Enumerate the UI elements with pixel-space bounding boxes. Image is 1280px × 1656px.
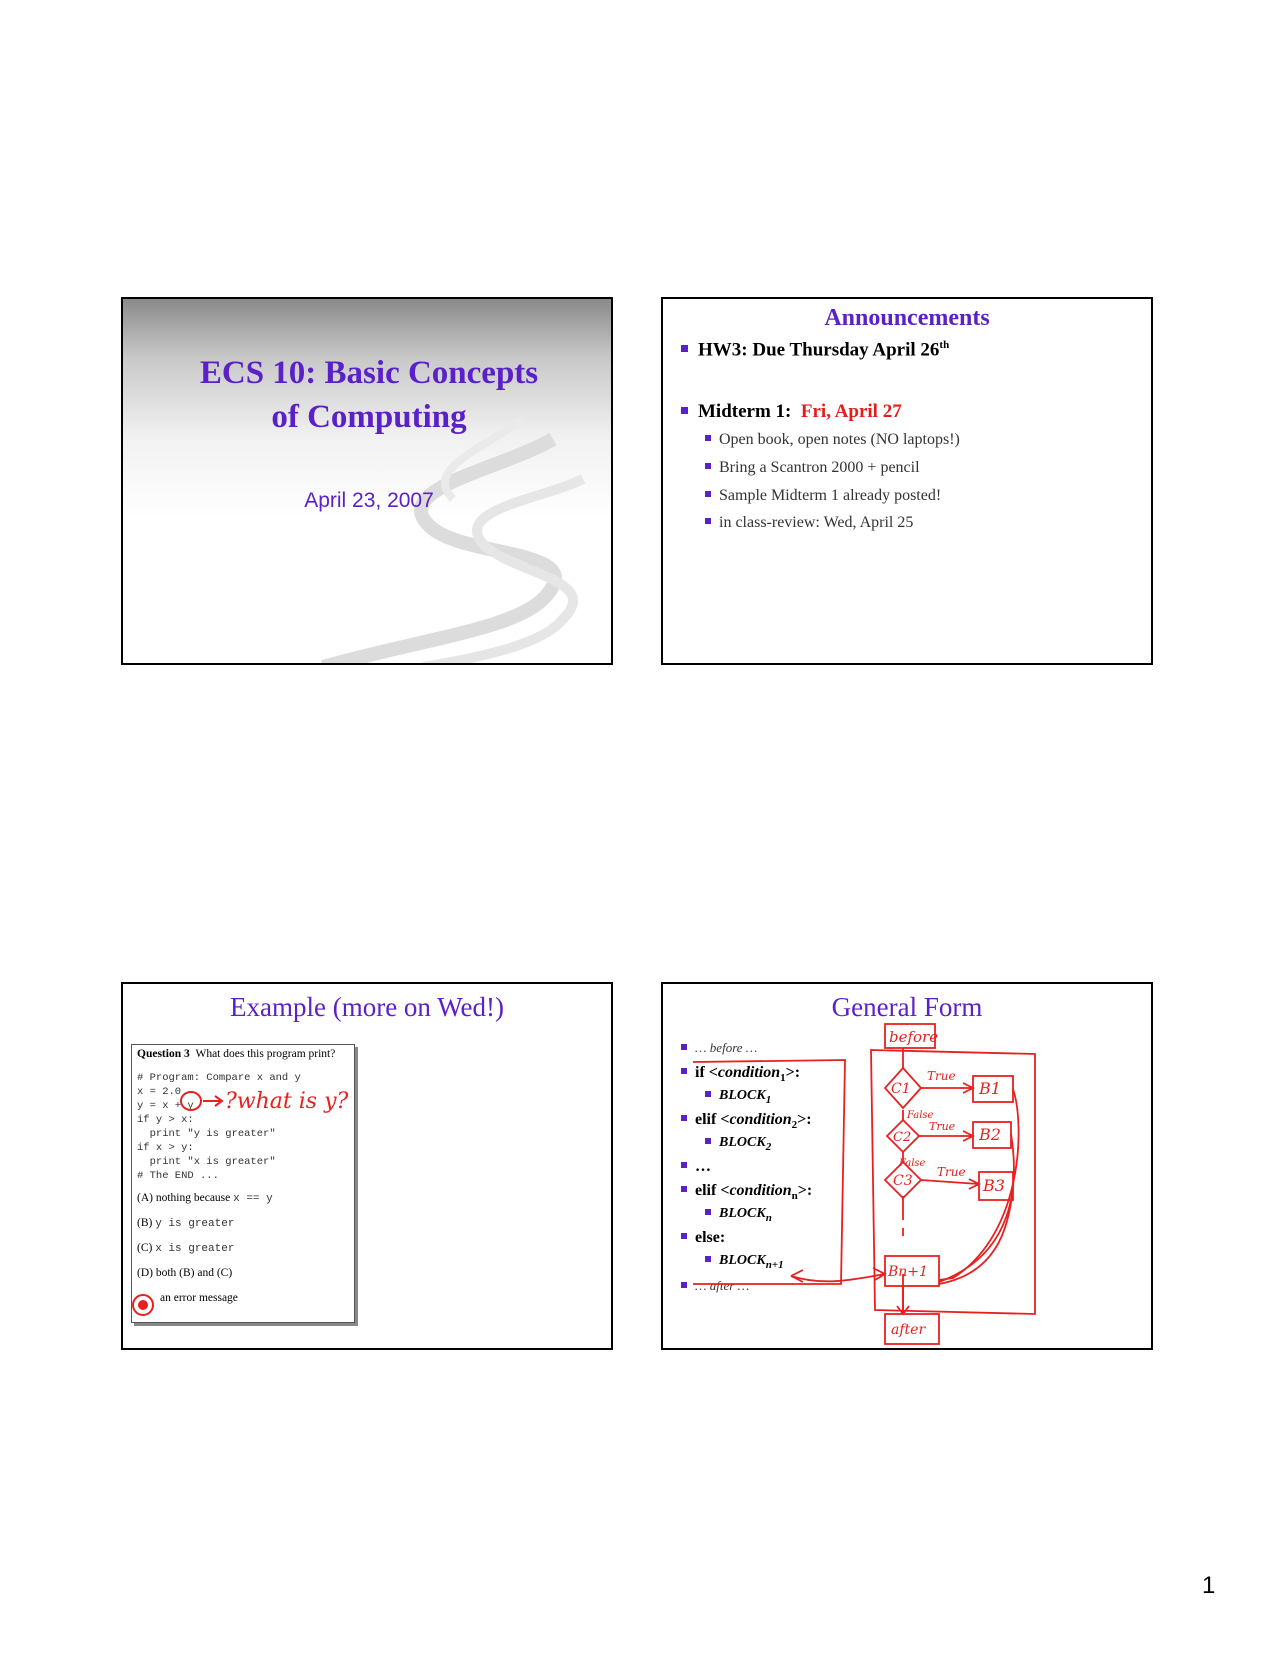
ink-label: B2	[979, 1125, 1001, 1144]
bullet-square-icon	[681, 345, 688, 352]
before-line: … before …	[681, 1040, 757, 1056]
option-e: an error message	[160, 1292, 238, 1304]
ink-label: False	[899, 1158, 926, 1169]
slide-heading: General Form	[831, 992, 983, 1022]
block-line: $BLOCK_{n+1}$	[705, 1253, 784, 1271]
presentation-title: ECS 10: Basic Concepts of Computing	[199, 355, 539, 435]
option-b: (B) y is greater	[137, 1217, 235, 1230]
code-listing: # Program: Compare x and y x = 2.0 y = x + y if y > x: print "y is greater" if x > y: print "x is greater" # The END ...	[137, 1072, 301, 1182]
midterm-bullet: Midterm 1: Fri, April 27	[681, 401, 902, 423]
elif-n-line: elif <condition$_n$>:	[681, 1182, 812, 1202]
annotation-text: ?what is y?	[225, 1089, 349, 1114]
hw-bullet: HW3: Due Thursday April 26th	[681, 339, 949, 361]
list-item: Open book, open notes (NO laptops!)	[705, 431, 960, 449]
slide-heading: Announcements	[824, 305, 990, 331]
block-line: $BLOCK_n$	[705, 1206, 772, 1224]
option-d: (D) both (B) and (C)	[137, 1267, 233, 1279]
slide-general-form	[661, 982, 1153, 1350]
block-line: $BLOCK_2$	[705, 1135, 771, 1153]
elif-line: elif <condition$_2$>:	[681, 1111, 812, 1131]
list-item: Bring a Scantron 2000 + pencil	[705, 459, 920, 477]
ink-label: True	[927, 1069, 956, 1083]
block-line: $BLOCK_1$	[705, 1088, 771, 1106]
after-line: … after …	[681, 1278, 749, 1294]
slide-title	[121, 297, 613, 665]
list-item: Sample Midterm 1 already posted!	[705, 487, 941, 505]
ink-label: C1	[891, 1081, 911, 1097]
slide-example	[121, 982, 613, 1350]
bullet-square-icon	[681, 407, 688, 414]
if-line: if <condition$_1$>:	[681, 1064, 800, 1084]
option-a: (A) nothing because x == y	[137, 1192, 273, 1205]
ink-label: B1	[979, 1079, 1001, 1098]
ellipsis-line: …	[681, 1158, 711, 1176]
ink-label: Bn+1	[888, 1264, 928, 1280]
question-header: Question 3 What does this program print?	[137, 1048, 336, 1060]
ink-label: C3	[893, 1173, 913, 1189]
presentation-date: April 23, 2007	[304, 489, 434, 512]
ink-label: True	[929, 1120, 956, 1133]
list-item: in class-review: Wed, April 25	[705, 514, 913, 532]
else-line: else:	[681, 1229, 725, 1247]
ink-label: False	[907, 1110, 934, 1121]
handwritten-flowchart	[663, 984, 1153, 1350]
page-number: 1	[1202, 1572, 1216, 1599]
ink-label: B3	[983, 1176, 1005, 1195]
handwritten-annotation	[123, 984, 613, 1350]
ink-label: before	[889, 1028, 939, 1046]
slide-heading: Example (more on Wed!)	[230, 992, 504, 1022]
ink-label: True	[937, 1165, 966, 1179]
option-c: (C) x is greater	[137, 1242, 235, 1255]
ink-label: C2	[893, 1130, 912, 1145]
ink-label: after	[891, 1322, 926, 1338]
slide-announcements	[661, 297, 1153, 665]
